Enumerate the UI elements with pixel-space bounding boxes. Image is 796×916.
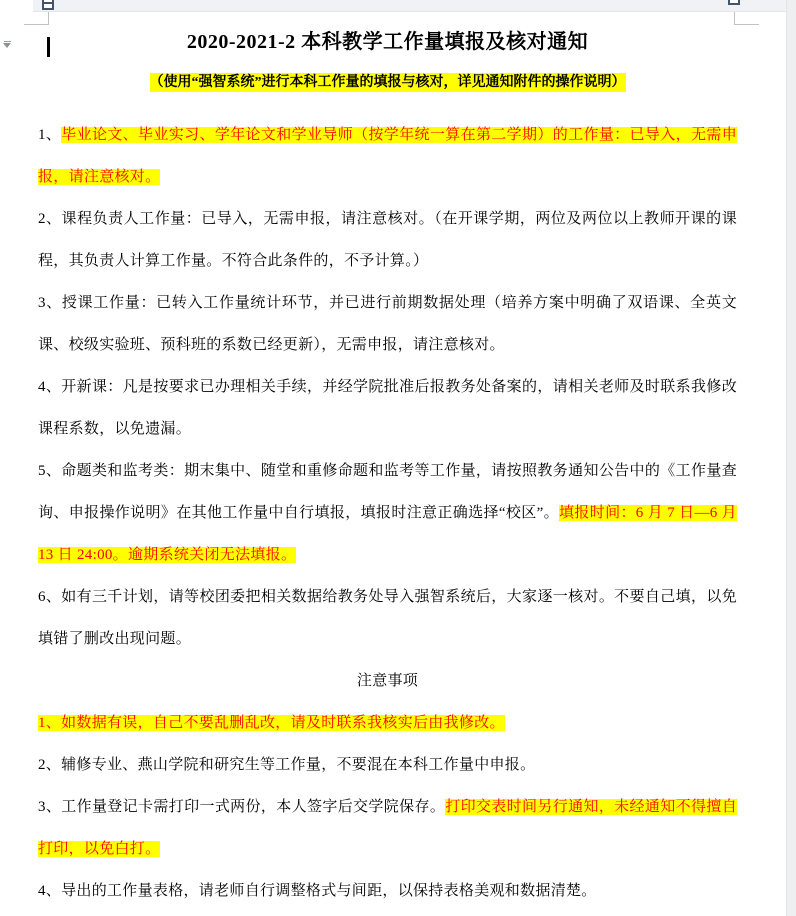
text-boundary-crop-mark-right — [734, 24, 759, 25]
note-item-4-segment: 4、导出的工作量表格，请老师自行调整格式与间距，以保持表格美观和数据清楚。 — [38, 883, 597, 899]
notice-item-5[interactable] — [38, 450, 737, 576]
notice-item-4[interactable] — [38, 366, 737, 450]
notice-item-3[interactable] — [38, 282, 737, 366]
notice-item-2-segment: 2、课程负责人工作量：已导入，无需申报，请注意核对。（在开课学期，两位及两位以上教师开课的课程，其负责人计算工作量。不符合此条件的，不予计算。） — [38, 211, 737, 269]
note-item-2-segment: 2、辅修专业、燕山学院和研究生等工作量，不要混在本科工作量中申报。 — [38, 757, 536, 773]
notice-item-3-segment: 3、授课工作量：已转入工作量统计环节，并已进行前期数据处理（培养方案中明确了双语课、全英文课、校级实验班、预科班的系数已经更新），无需申报，请注意核对。 — [38, 295, 737, 353]
section-heading-notes-segment: 注意事项 — [356, 673, 419, 689]
note-item-3-segment: 打印交表时间另行通知，未经通知不得擅自打印，以免白打。 — [38, 799, 737, 857]
outline-collapse-triangle-icon[interactable] — [3, 41, 12, 48]
notice-item-5-segment: 5、命题类和监考类：期末集中、随堂和重修命题和监考等工作量，请按照教务通知公告中的《工作量查询、申报操作说明》在其他工作量中自行填报，填报时注意正确选择“校区”。 — [38, 463, 737, 521]
notice-title[interactable] — [38, 28, 737, 56]
notice-item-1[interactable] — [38, 114, 737, 198]
notice-item-1-segment: 毕业论文、毕业实习、学年论文和学业导师（按学年统一算在第二学期）的工作量：已导入，无需申报，请注意核对。 — [38, 127, 737, 185]
notice-item-1-segment: 1、 — [38, 127, 62, 143]
notice-item-6-segment: 6、如有三千计划，请等校团委把相关数据给教务处导入强智系统后，大家逐一核对。不要自己填，以免填错了删改出现问题。 — [38, 589, 737, 647]
notice-subtitle[interactable] — [38, 70, 737, 96]
note-item-3[interactable] — [38, 786, 737, 870]
scrollbar-strip[interactable] — [786, 0, 796, 916]
text-boundary-crop-mark-left — [24, 24, 49, 25]
note-item-4[interactable] — [38, 870, 737, 912]
notice-subtitle-segment: （使用“强智系统”进行本科工作量的填报与核对，详见通知附件的操作说明） — [149, 75, 626, 90]
notice-item-2[interactable] — [38, 198, 737, 282]
ruler-bar — [33, 0, 796, 12]
note-item-1-segment: 1、如数据有误，自己不要乱删乱改，请及时联系我核实后由我修改。 — [38, 715, 505, 731]
note-item-2[interactable] — [38, 744, 737, 786]
note-item-3-segment: 3、工作量登记卡需打印一式两份，本人签字后交学院保存。 — [38, 799, 446, 815]
notice-item-6[interactable] — [38, 576, 737, 660]
section-heading-notes[interactable] — [38, 660, 737, 702]
note-item-1[interactable] — [38, 702, 737, 744]
ruler-margin-square-left-icon[interactable] — [42, 0, 54, 10]
notice-item-4-segment: 4、开新课：凡是按要求已办理相关手续，并经学院批准后报教务处备案的，请相关老师及时联系我修改课程系数，以免遗漏。 — [38, 379, 737, 437]
ruler-margin-square-right-icon[interactable] — [728, 0, 740, 5]
notice-title-segment: 2020-2021-2 本科教学工作量填报及核对通知 — [186, 31, 589, 53]
notice-item-5-segment: 填报时间：6 月 7 日—6 月 13 日 24:00。逾期系统关闭无法填报。 — [38, 505, 737, 563]
document-body[interactable] — [38, 28, 737, 912]
